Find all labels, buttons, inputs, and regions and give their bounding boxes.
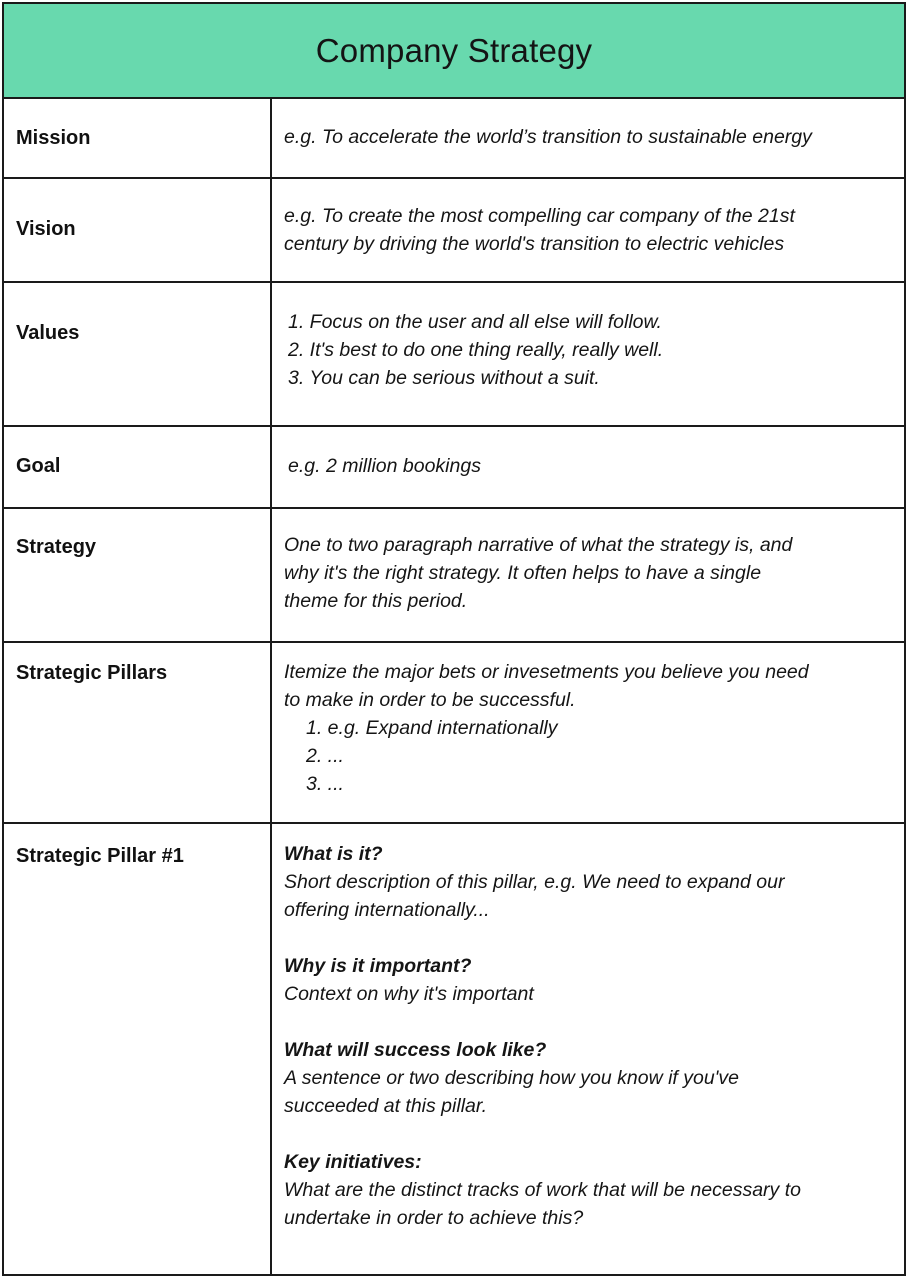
goal-label: Goal bbox=[16, 455, 61, 477]
pillars-item: 1. e.g. Expand internationally bbox=[306, 717, 558, 739]
value-item: 1. Focus on the user and all else will follow. bbox=[288, 311, 662, 333]
value-item: 2. It's best to do one thing really, really well. bbox=[288, 339, 664, 361]
vision-text bbox=[284, 202, 889, 258]
spacer bbox=[284, 924, 889, 952]
what-heading: What is it? bbox=[284, 843, 383, 865]
strategy-line: why it's the right strategy. It often helps to have a single bbox=[284, 562, 762, 584]
what-line: offering internationally... bbox=[284, 899, 490, 921]
row-divider bbox=[4, 425, 904, 427]
mission-text bbox=[284, 123, 889, 151]
column-divider bbox=[270, 97, 272, 1276]
strategy-document bbox=[2, 2, 906, 1276]
what-line: Short description of this pillar, e.g. We need to expand our bbox=[284, 871, 785, 893]
document-title: Company Strategy bbox=[315, 31, 593, 69]
strategy-text bbox=[284, 531, 889, 615]
strategy-label: Strategy bbox=[16, 536, 97, 558]
vision-line: e.g. To create the most compelling car company of the 21st bbox=[284, 205, 795, 227]
why-heading: Why is it important? bbox=[284, 955, 472, 977]
row-divider bbox=[4, 281, 904, 283]
vision-line: century by driving the world's transition to electric vehicles bbox=[284, 233, 785, 255]
values-list bbox=[288, 308, 893, 392]
vision-label: Vision bbox=[16, 218, 76, 240]
spacer bbox=[284, 1008, 889, 1036]
title-bar bbox=[4, 4, 904, 99]
initiatives-line: undertake in order to achieve this? bbox=[284, 1207, 584, 1229]
pillars-line: Itemize the major bets or invesetments you believe you need bbox=[284, 661, 809, 683]
mission-label: Mission bbox=[16, 127, 91, 149]
goal-line: e.g. 2 million bookings bbox=[288, 455, 481, 477]
mission-line: e.g. To accelerate the world’s transition to sustainable energy bbox=[284, 126, 812, 148]
strategy-line: theme for this period. bbox=[284, 590, 468, 612]
values-label: Values bbox=[16, 322, 80, 344]
why-line: Context on why it's important bbox=[284, 983, 534, 1005]
success-line: A sentence or two describing how you know if you've bbox=[284, 1067, 739, 1089]
strategic-pillars-label: Strategic Pillars bbox=[16, 662, 168, 684]
initiatives-line: What are the distinct tracks of work that will be necessary to bbox=[284, 1179, 801, 1201]
goal-text bbox=[288, 452, 893, 480]
pillars-item: 2. ... bbox=[306, 745, 344, 767]
pillars-line: to make in order to be successful. bbox=[284, 689, 576, 711]
success-heading: What will success look like? bbox=[284, 1039, 547, 1061]
row-divider bbox=[4, 641, 904, 643]
strategy-line: One to two paragraph narrative of what the strategy is, and bbox=[284, 534, 793, 556]
strategic-pillars-text bbox=[284, 658, 889, 798]
row-divider bbox=[4, 822, 904, 824]
initiatives-heading: Key initiatives: bbox=[284, 1151, 422, 1173]
value-item: 3. You can be serious without a suit. bbox=[288, 367, 600, 389]
pillar-1-text bbox=[284, 840, 889, 1232]
pillars-item: 3. ... bbox=[306, 773, 344, 795]
pillar-1-label: Strategic Pillar #1 bbox=[16, 845, 184, 867]
row-divider bbox=[4, 177, 904, 179]
row-divider bbox=[4, 507, 904, 509]
success-line: succeeded at this pillar. bbox=[284, 1095, 488, 1117]
spacer bbox=[284, 1120, 889, 1148]
